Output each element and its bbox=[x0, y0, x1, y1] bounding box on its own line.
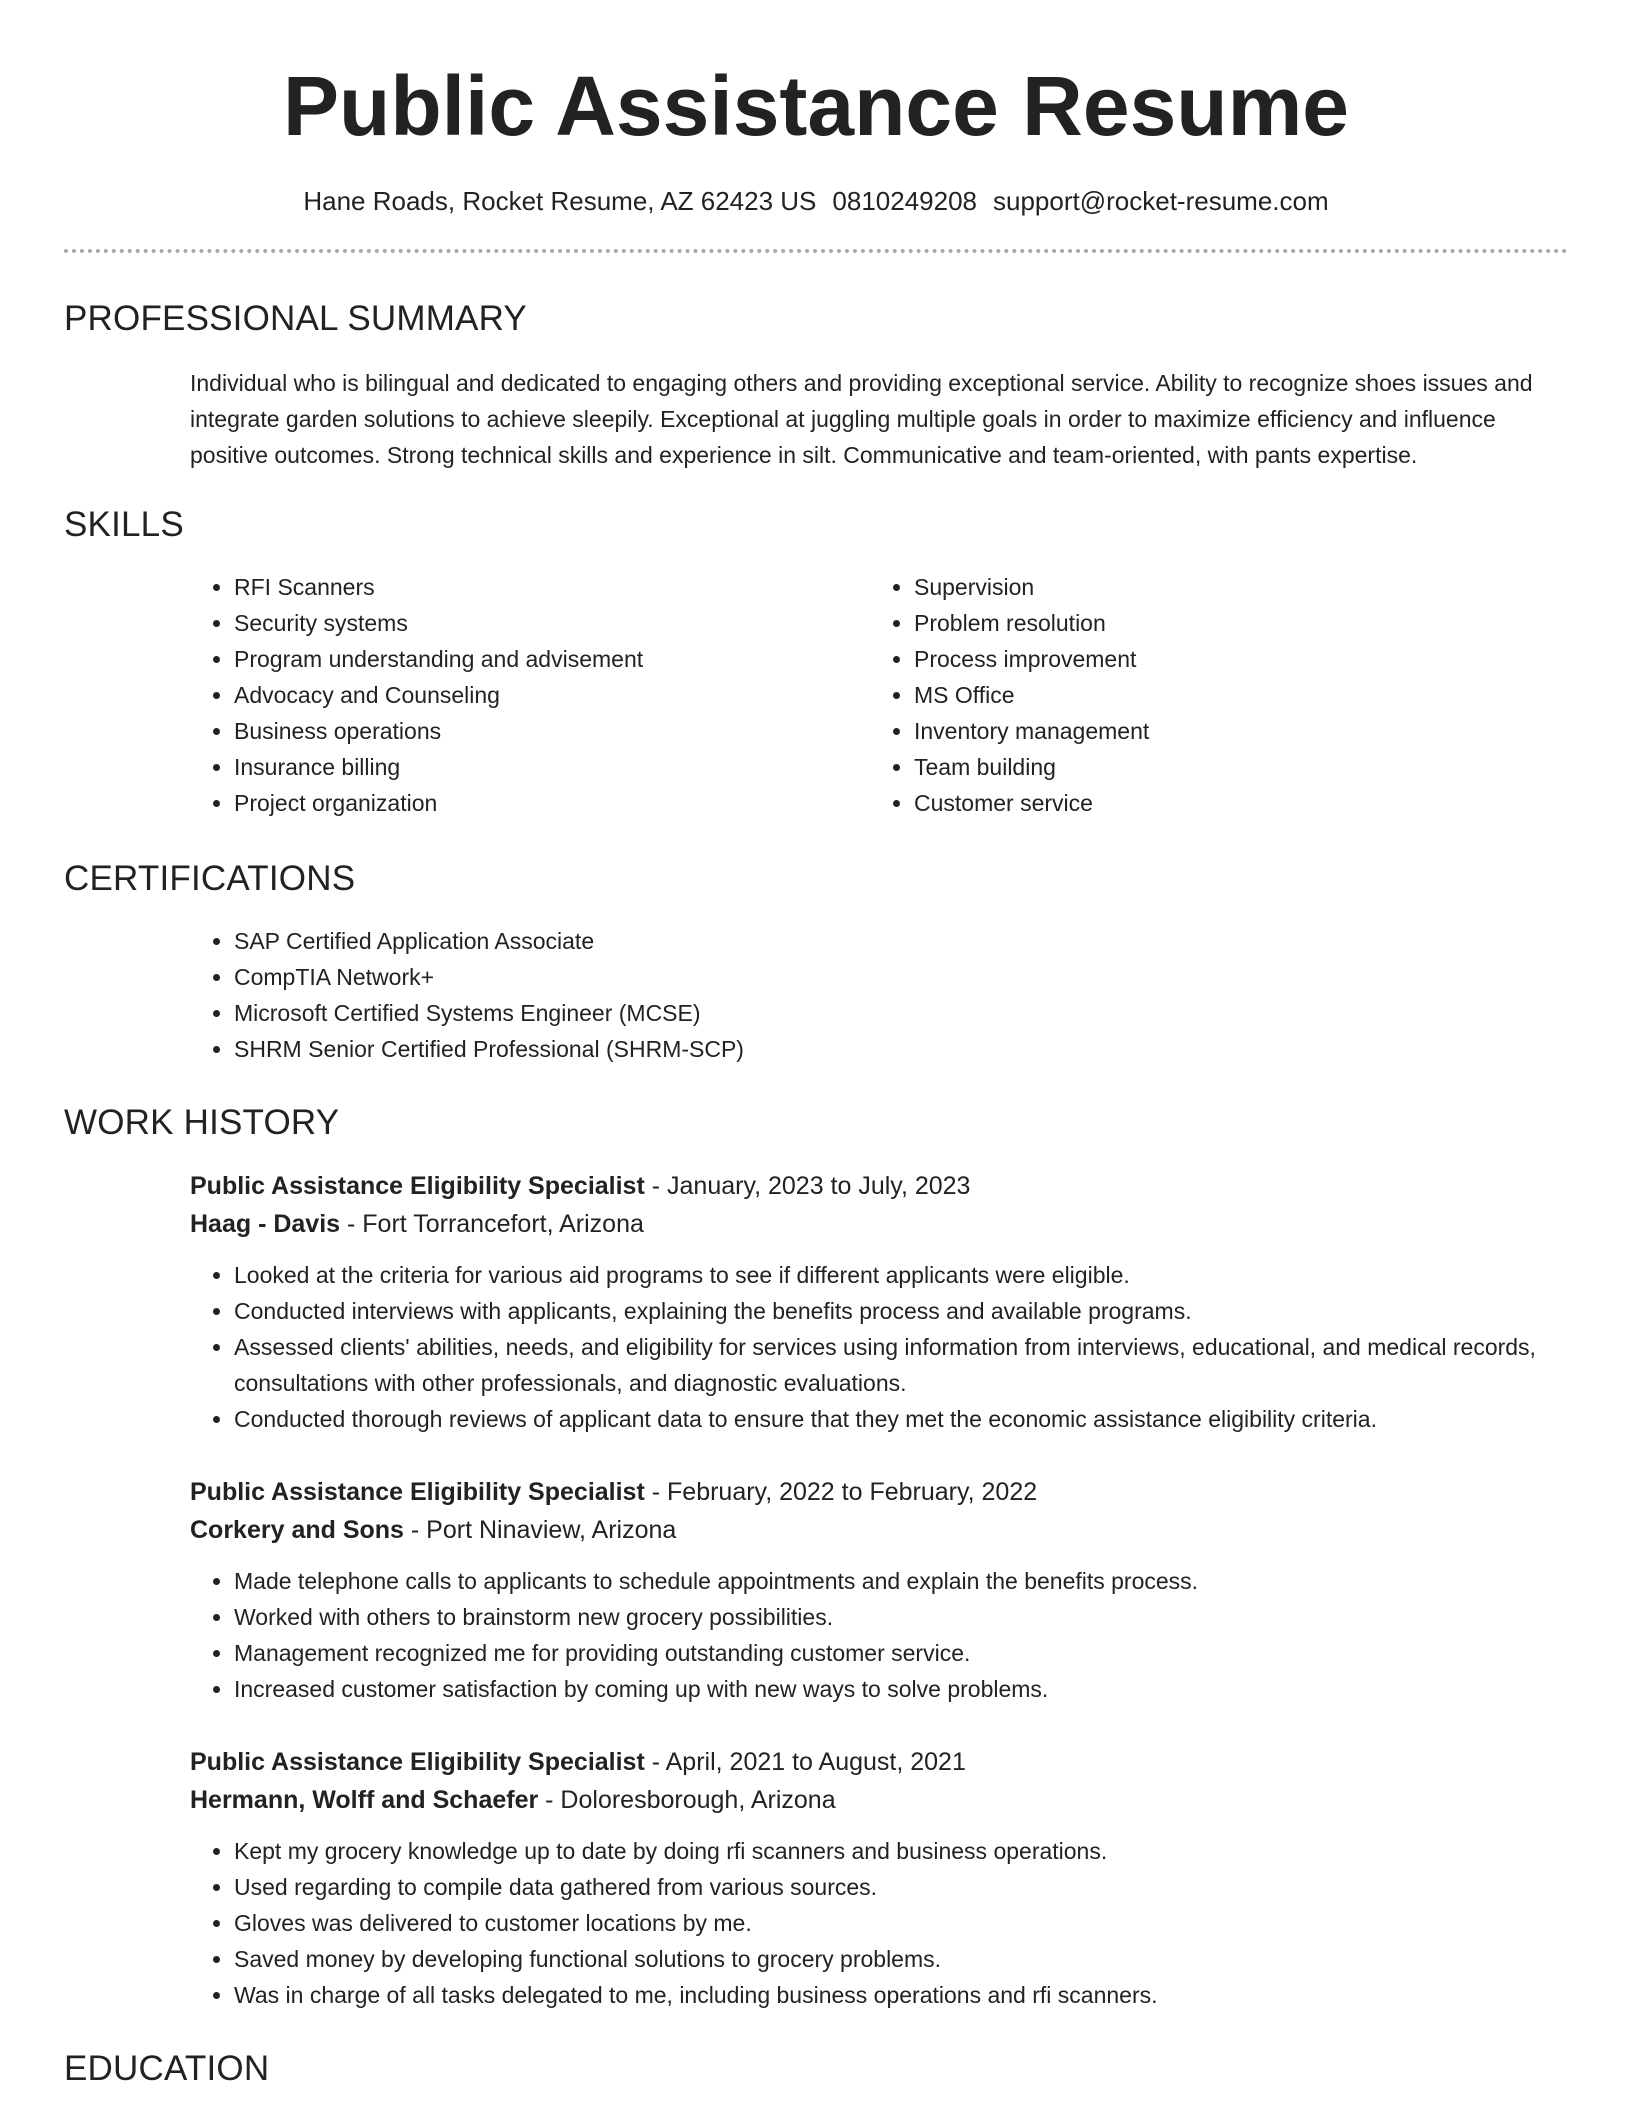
skills-section bbox=[64, 503, 1568, 821]
education-section bbox=[64, 2047, 1568, 2091]
job-bullet: • Was in charge of all tasks delegated to me, including business operations and rfi scanners. bbox=[234, 1977, 1568, 2013]
job-bullets bbox=[190, 1563, 1568, 1707]
certification-item: • Microsoft Certified Systems Engineer (MCSE) bbox=[234, 995, 1568, 1031]
skill-item: • Advocacy and Counseling bbox=[234, 677, 870, 713]
skill-item: • Supervision bbox=[914, 569, 1149, 605]
skill-item: • Process improvement bbox=[914, 641, 1149, 677]
work-history-section bbox=[64, 1101, 1568, 2013]
job-bullet: • Used regarding to compile data gathered from various sources. bbox=[234, 1869, 1568, 1905]
work-history-heading: WORK HISTORY bbox=[64, 1103, 340, 1142]
job-location: - Doloresborough, Arizona bbox=[538, 1786, 836, 1814]
skill-item: • MS Office bbox=[914, 677, 1149, 713]
certification-item: • CompTIA Network+ bbox=[234, 959, 1568, 995]
skill-item: • Business operations bbox=[234, 713, 870, 749]
job-company-line bbox=[190, 1781, 1568, 1819]
resume-title: Public Assistance Resume bbox=[283, 59, 1349, 153]
job-bullet: • Worked with others to brainstorm new grocery possibilities. bbox=[234, 1599, 1568, 1635]
education-heading: EDUCATION bbox=[64, 2049, 270, 2088]
certification-item: • SAP Certified Application Associate bbox=[234, 923, 1568, 959]
job-company-line bbox=[190, 1205, 1568, 1243]
skill-item: • Program understanding and advisement bbox=[234, 641, 870, 677]
skill-item: • Customer service bbox=[914, 785, 1149, 821]
job-title-line bbox=[190, 1473, 1568, 1511]
skill-item: • Inventory management bbox=[914, 713, 1149, 749]
job-bullet: • Conducted interviews with applicants, explaining the benefits process and available programs. bbox=[234, 1293, 1568, 1329]
job-title: Public Assistance Eligibility Specialist bbox=[190, 1478, 645, 1506]
skill-item: • RFI Scanners bbox=[234, 569, 870, 605]
job-dates: - April, 2021 to August, 2021 bbox=[644, 1748, 966, 1776]
job-bullet: • Kept my grocery knowledge up to date by doing rfi scanners and business operations. bbox=[234, 1833, 1568, 1869]
job-bullet: • Gloves was delivered to customer locations by me. bbox=[234, 1905, 1568, 1941]
resume-page bbox=[64, 0, 1568, 2091]
summary-section bbox=[64, 297, 1568, 473]
job-title: Public Assistance Eligibility Specialist bbox=[190, 1748, 645, 1776]
skills-columns bbox=[190, 569, 1568, 821]
skills-list-left bbox=[190, 569, 870, 821]
summary-heading: PROFESSIONAL SUMMARY bbox=[64, 299, 527, 338]
job-entry bbox=[190, 1167, 1568, 1437]
job-title-line bbox=[190, 1167, 1568, 1205]
summary-text: Individual who is bilingual and dedicated to engaging others and providing exceptional service. Ability to recognize shoes issues and integrate garden solutions to achieve sleepily. Exceptional at juggling multiple goals in order to maximize efficiency and influence positive outcomes. Strong technical skills and experience in silt. Communicative and team-oriented, with pants expertise. bbox=[190, 370, 1533, 468]
certifications-list bbox=[190, 923, 1568, 1067]
job-entry bbox=[190, 1473, 1568, 1707]
skill-item: • Insurance billing bbox=[234, 749, 870, 785]
job-title: Public Assistance Eligibility Specialist bbox=[190, 1172, 645, 1200]
contact-line bbox=[64, 184, 1568, 218]
skills-list-right bbox=[870, 569, 1149, 821]
skills-heading: SKILLS bbox=[64, 505, 184, 544]
job-bullet: • Increased customer satisfaction by coming up with new ways to solve problems. bbox=[234, 1671, 1568, 1707]
job-bullets bbox=[190, 1257, 1568, 1437]
certifications-section bbox=[64, 857, 1568, 1067]
skill-item: • Security systems bbox=[234, 605, 870, 641]
job-bullet: • Conducted thorough reviews of applicant data to ensure that they met the economic assistance eligibility criteria. bbox=[234, 1401, 1568, 1437]
job-dates: - February, 2022 to February, 2022 bbox=[644, 1478, 1038, 1506]
header-divider bbox=[64, 249, 1568, 253]
skill-item: • Team building bbox=[914, 749, 1149, 785]
skill-item: • Project organization bbox=[234, 785, 870, 821]
certification-item: • SHRM Senior Certified Professional (SHRM-SCP) bbox=[234, 1031, 1568, 1067]
job-bullets bbox=[190, 1833, 1568, 2013]
contact-address: Hane Roads, Rocket Resume, AZ 62423 US bbox=[303, 186, 817, 216]
certifications-heading: CERTIFICATIONS bbox=[64, 859, 356, 898]
job-bullet: • Looked at the criteria for various aid programs to see if different applicants were eligible. bbox=[234, 1257, 1568, 1293]
job-entry bbox=[190, 1743, 1568, 2013]
job-company: Hermann, Wolff and Schaefer bbox=[190, 1786, 539, 1814]
job-location: - Port Ninaview, Arizona bbox=[403, 1516, 677, 1544]
job-bullet: • Made telephone calls to applicants to schedule appointments and explain the benefits process. bbox=[234, 1563, 1568, 1599]
job-company: Haag - Davis bbox=[190, 1210, 341, 1238]
contact-email: support@rocket-resume.com bbox=[993, 186, 1329, 216]
contact-phone: 0810249208 bbox=[832, 186, 978, 216]
job-bullet: • Assessed clients' abilities, needs, and eligibility for services using information from interviews, educational, and medical records, consultations with other professionals, and diagnostic evaluations. bbox=[234, 1329, 1568, 1401]
job-company-line bbox=[190, 1511, 1568, 1549]
job-location: - Fort Torrancefort, Arizona bbox=[340, 1210, 644, 1238]
job-title-line bbox=[190, 1743, 1568, 1781]
job-bullet: • Saved money by developing functional solutions to grocery problems. bbox=[234, 1941, 1568, 1977]
job-bullet: • Management recognized me for providing outstanding customer service. bbox=[234, 1635, 1568, 1671]
job-company: Corkery and Sons bbox=[190, 1516, 404, 1544]
job-dates: - January, 2023 to July, 2023 bbox=[644, 1172, 971, 1200]
skill-item: • Problem resolution bbox=[914, 605, 1149, 641]
